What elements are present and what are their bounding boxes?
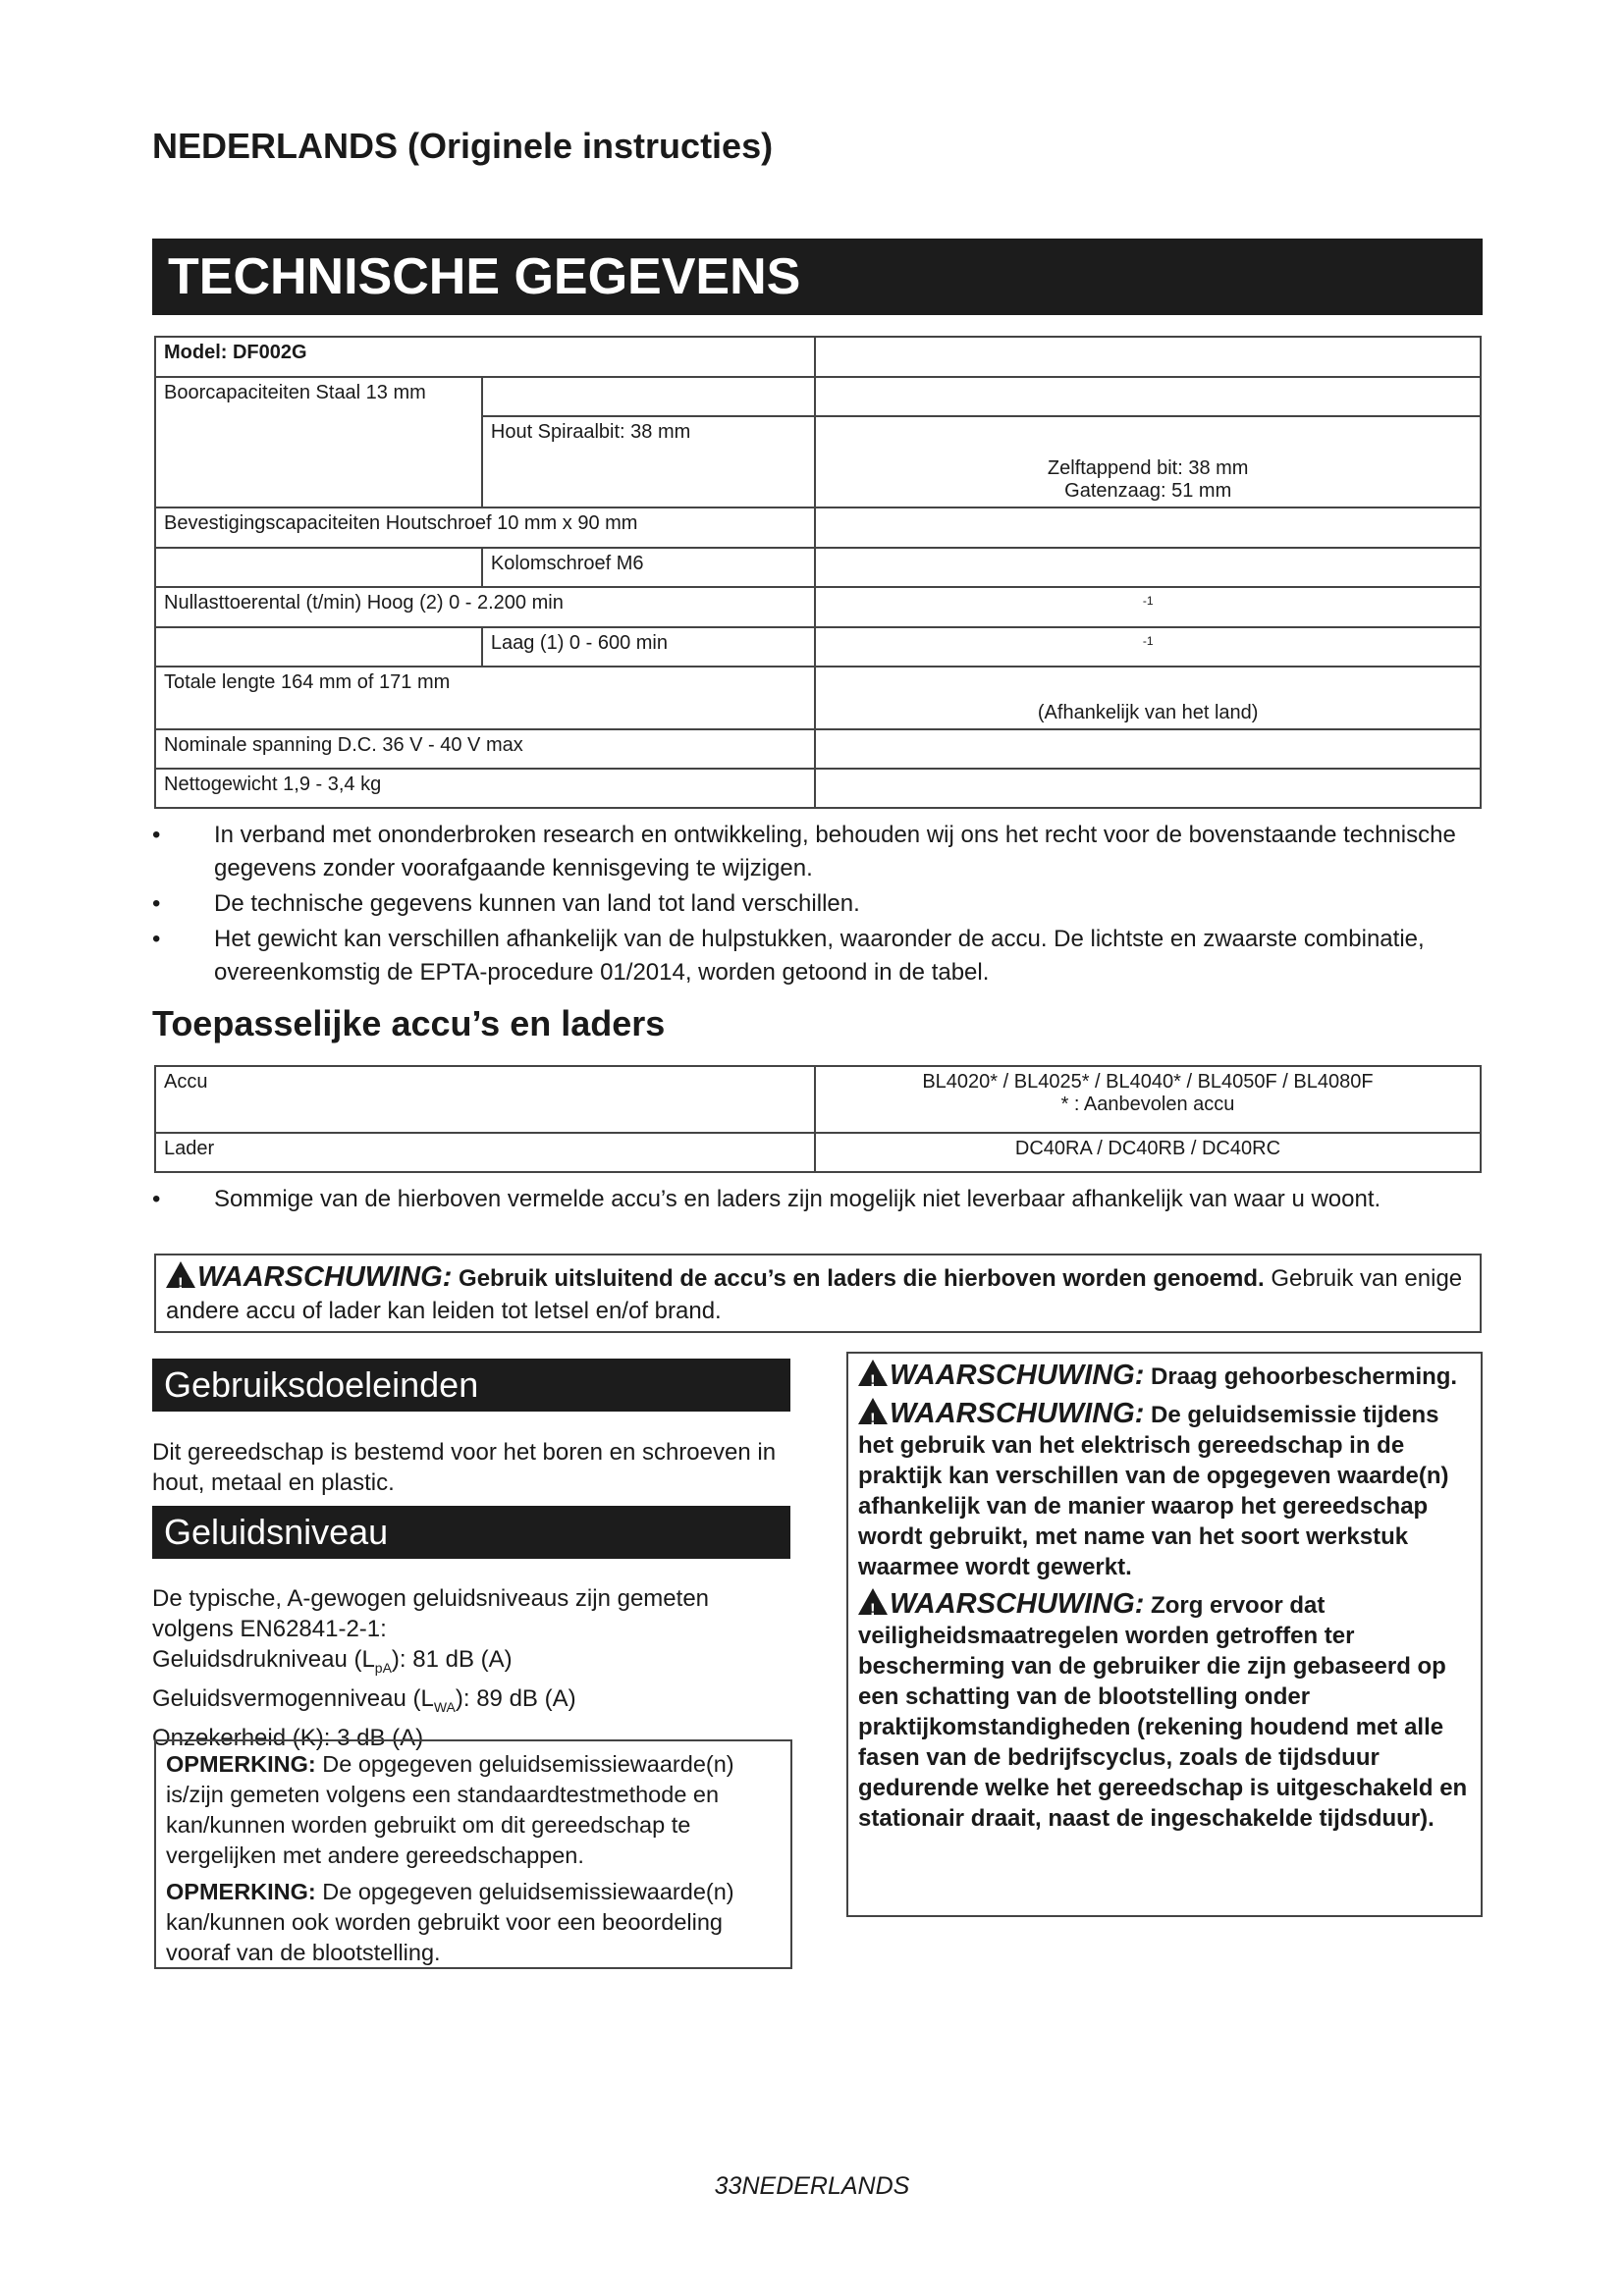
gatenzaag-text: Gatenzaag: 51 mm <box>1064 480 1232 502</box>
empty-cell <box>155 627 482 667</box>
note-2: OPMERKING: De opgegeven geluidsemissiewaarde(n) kan/kunnen ook worden gebruikt voor een beoordeling vooraf van de blootstelling. <box>166 1879 734 1965</box>
empty-cell <box>155 548 482 587</box>
warning-triangle-icon <box>166 1261 195 1288</box>
warning-item: !WAARSCHUWING: Draag gehoorbescherming. <box>858 1360 1471 1392</box>
accu-table <box>154 1065 1482 1173</box>
warning-item: !WAARSCHUWING: Zorg ervoor dat veiligheidsmaatregelen worden getroffen ter bescherming van de gebruiker die zijn gebaseerd op een schatting van de blootstelling onder praktijkomstandigheden (rekening houdend met alle fasen van de bedrijfscyclus, zoals de tijdsduur gedurende welke het gereedschap is uitgeschakeld en stationair draait, naast de ingeschakelde tijdsduur). <box>858 1588 1471 1834</box>
list-item: • De technische gegevens kunnen van land tot land verschillen. <box>152 887 1488 921</box>
lader-label: Lader <box>155 1133 815 1172</box>
bit-cell <box>815 416 1481 507</box>
bevestiging-cell: Bevestigingscapaciteiten Houtschroef 10 mm x 90 mm <box>155 507 815 548</box>
bullet-text: De technische gegevens kunnen van land tot land verschillen. <box>214 890 860 917</box>
language-title: NEDERLANDS (Originele instructies) <box>152 126 774 166</box>
kolomschroef-cell: Kolomschroef M6 <box>482 548 816 587</box>
afhankelijk-cell: (Afhankelijk van het land) <box>815 667 1481 729</box>
empty-cell <box>815 377 1481 416</box>
noise-onzeker: Onzekerheid (K): 3 dB (A) <box>152 1724 424 1751</box>
noise-heading: Geluidsniveau <box>152 1506 790 1559</box>
accu-warning-box <box>154 1254 1482 1333</box>
accu-heading: Toepasselijke accu’s en laders <box>152 1003 666 1043</box>
warning-triangle-icon <box>858 1360 888 1386</box>
bullet-text: In verband met ononderbroken research en ontwikkeling, behouden wij ons het recht voor de bovenstaande technische gegevens zonder voorafgaande kennisgeving te wijzigen. <box>214 822 1456 881</box>
warning-text: Gebruik van enige andere accu of lader kan leiden tot letsel en/of brand. <box>166 1265 1463 1324</box>
empty-cell <box>815 729 1481 769</box>
list-item: • In verband met ononderbroken research en ontwikkeling, behouden wij ons het recht voor de bovenstaande technische gegevens zonder voorafgaande kennisgeving te wijzigen. <box>152 819 1488 885</box>
sup-text: -1 <box>1142 634 1154 648</box>
spanning-cell: Nominale spanning D.C. 36 V - 40 V max <box>155 729 815 769</box>
specs-bullets <box>152 819 1488 991</box>
warning-triangle-icon <box>858 1588 888 1615</box>
accu-value: BL4020* / BL4025* / BL4040* / BL4050F / BL4080F <box>922 1071 1374 1093</box>
warning-bold-text: Gebruik uitsluitend de accu’s en laders die hierboven worden genoemd. <box>459 1265 1265 1292</box>
sup-text: -1 <box>1142 594 1154 608</box>
noise-warning-box <box>846 1352 1483 1917</box>
empty-cell <box>482 377 816 416</box>
empty-cell <box>815 548 1481 587</box>
noise-vermogen: Geluidsvermogenniveau $(L_{WA})$: 89 dB (A) <box>152 1684 576 1715</box>
accu-note: * : Aanbevolen accu <box>1060 1094 1235 1115</box>
sup-cell-2 <box>815 627 1481 667</box>
usage-text: Dit gereedschap is bestemd voor het boren en schroeven in hout, metaal en plastic. <box>152 1439 777 1496</box>
page-footer: 33NEDERLANDS <box>714 2172 910 2200</box>
sup-cell-1 <box>815 587 1481 627</box>
empty-cell <box>155 416 482 507</box>
noise-text <box>152 1583 781 1753</box>
empty-cell <box>815 337 1481 377</box>
noise-druk: Geluidsdrukniveau $(L_{pA})$: 81 dB (A) <box>152 1646 513 1676</box>
boor-cell: Boorcapaciteiten Staal 13 mm <box>155 377 482 416</box>
lader-value: DC40RA / DC40RB / DC40RC <box>815 1133 1481 1172</box>
hout-spiraal-cell: Hout Spiraalbit: 38 mm <box>482 416 816 507</box>
accu-label: Accu <box>155 1066 815 1133</box>
warning-item: !WAARSCHUWING: De geluidsemissie tijdens het gebruik van het elektrisch gereedschap in de praktijk kan verschillen van de opgegeven waarde(n) afhankelijk van de manier waarop het gereedschap wordt gebruikt, met name van het soort werkstuk waarmee wordt gewerkt. <box>858 1398 1471 1582</box>
accu-bullets <box>152 1183 1488 1218</box>
lengte-cell: Totale lengte 164 mm of 171 mm <box>155 667 815 729</box>
zelftappend-text: Zelftappend bit: 38 mm <box>1047 457 1249 479</box>
list-item: • Sommige van de hierboven vermelde accu’s en laders zijn mogelijk niet leverbaar afhankelijk van waar u woont. <box>152 1183 1488 1216</box>
warning-triangle-icon <box>858 1398 888 1424</box>
warning-tag: WAARSCHUWING: <box>197 1261 453 1293</box>
gewicht-cell: Nettogewicht 1,9 - 3,4 kg <box>155 769 815 808</box>
note-1: OPMERKING: De opgegeven geluidsemissiewaarde(n) is/zijn gemeten volgens een standaardtestmethode en kan/kunnen worden gebruikt om dit gereedschap te vergelijken met andere gereedschappen. <box>166 1751 734 1868</box>
model-cell: Model: DF002G <box>155 337 815 377</box>
bullet-text: Het gewicht kan verschillen afhankelijk van de hulpstukken, waaronder de accu. De lichtste en zwaarste combinatie, overeenkomstig de EPTA-procedure 01/2014, worden getoond in de tabel. <box>214 926 1425 986</box>
note-box <box>154 1739 792 1969</box>
empty-cell <box>815 507 1481 548</box>
nullast-cell: Nullasttoerental (t/min) Hoog (2) 0 - 2.200 min <box>155 587 815 627</box>
usage-heading: Gebruiksdoeleinden <box>152 1359 790 1412</box>
empty-cell <box>815 769 1481 808</box>
specs-table <box>154 336 1482 809</box>
bullet-text: Sommige van de hierboven vermelde accu’s en laders zijn mogelijk niet leverbaar afhankelijk van waar u woont. <box>214 1186 1381 1212</box>
specs-banner: TECHNISCHE GEGEVENS <box>152 239 1483 315</box>
laag-cell: Laag (1) 0 - 600 min <box>482 627 816 667</box>
noise-intro: De typische, A-gewogen geluidsniveaus zijn gemeten volgens EN62841-2-1: <box>152 1585 710 1642</box>
list-item: • Het gewicht kan verschillen afhankelijk van de hulpstukken, waaronder de accu. De lichtste en zwaarste combinatie, overeenkomstig de EPTA-procedure 01/2014, worden getoond in de tabel. <box>152 923 1488 989</box>
accu-value-cell <box>815 1066 1481 1133</box>
